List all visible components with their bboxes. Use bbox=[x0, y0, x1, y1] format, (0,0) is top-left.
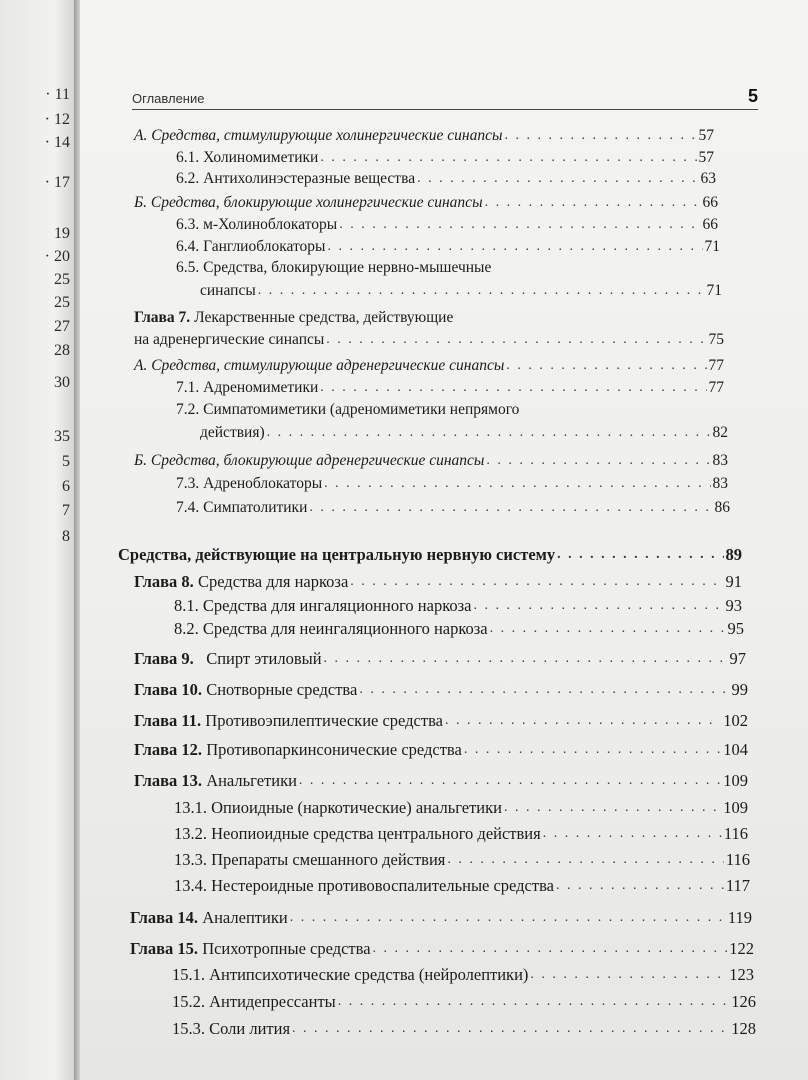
left-page-number: 30 bbox=[54, 374, 70, 391]
toc-entry: 6.2. Антихолинэстеразные вещества . . . 63 bbox=[176, 167, 716, 189]
running-head-rule bbox=[132, 109, 758, 110]
left-page-number: 35 bbox=[54, 428, 70, 445]
toc-subsection: Б. Средства, блокирующие холинергические синапсы . . . 66 bbox=[134, 191, 718, 213]
toc-entry: 6.3. м-Холиноблокаторы . . . 66 bbox=[176, 213, 718, 235]
toc-subsection: А. Средства, стимулирующие адренергические синапсы . . . 77 bbox=[134, 354, 724, 376]
toc-entry: синапсы . . . 71 bbox=[200, 279, 722, 301]
running-head bbox=[132, 88, 758, 110]
left-page-number: 19 bbox=[54, 225, 70, 242]
left-page-number: · 12 bbox=[44, 111, 70, 128]
toc-chapter: на адренергические синапсы . . . 75 bbox=[134, 328, 724, 350]
running-head-title: Оглавление bbox=[132, 91, 205, 106]
toc-entry-line1: 7.2. Симпатомиметики (адреномиметики непрямого bbox=[176, 401, 520, 418]
toc-entry: 6.1. Холиномиметики . . . 57 bbox=[176, 146, 714, 168]
toc-entry: 6.4. Ганглиоблокаторы . . . 71 bbox=[176, 235, 720, 257]
toc-entry: 7.3. Адреноблокаторы . . . 83 bbox=[176, 472, 728, 494]
left-page-number: 28 bbox=[54, 342, 70, 359]
toc-subsection: А. Средства, стимулирующие холинергические синапсы . . . 57 bbox=[134, 124, 714, 146]
left-page-number: 6 bbox=[62, 478, 70, 495]
left-page-number: 25 bbox=[54, 294, 70, 311]
toc-entry: 15.3. Соли лития . . . 128 bbox=[172, 1017, 756, 1039]
toc-chapter: Глава 11. Противоэпилептические средства . . . 102 bbox=[134, 709, 748, 731]
left-page-number: · 17 bbox=[44, 174, 70, 191]
toc-entry: действия) . . . 82 bbox=[200, 421, 728, 443]
toc-entry: 13.3. Препараты смешанного действия . . . 116 bbox=[174, 848, 750, 870]
left-page-number: 7 bbox=[62, 502, 70, 519]
toc-chapter-line1: Глава 7. Лекарственные средства, действующие bbox=[134, 309, 454, 326]
toc-entry: 15.1. Антипсихотические средства (нейролептики) . . . 123 bbox=[172, 963, 754, 985]
toc-entry: 13.2. Неопиоидные средства центрального действия . . . 116 bbox=[174, 822, 748, 844]
toc-subsection: Б. Средства, блокирующие адренергические синапсы . . . 83 bbox=[134, 449, 728, 471]
left-page-number: · 11 bbox=[45, 86, 70, 103]
left-page-number: · 20 bbox=[44, 248, 70, 265]
toc-chapter: Глава 8. Средства для наркоза . . . 91 bbox=[134, 570, 742, 592]
left-page-number: · 14 bbox=[44, 134, 70, 151]
toc-entry: 8.2. Средства для неингаляционного наркоза . . . 95 bbox=[174, 617, 744, 639]
toc-section: Средства, действующие на центральную нервную систему . . . 89 bbox=[118, 543, 742, 565]
toc-entry: 8.1. Средства для ингаляционного наркоза . . . 93 bbox=[174, 594, 742, 616]
left-page-number: 27 bbox=[54, 318, 70, 335]
toc-entry-line1: 6.5. Средства, блокирующие нервно-мышечные bbox=[176, 259, 492, 276]
toc-chapter: Глава 14. Аналептики . . . 119 bbox=[130, 906, 752, 928]
toc-entry: 7.4. Симпатолитики . . . 86 bbox=[176, 496, 730, 518]
toc-chapter: Глава 15. Психотропные средства . . . 122 bbox=[130, 937, 754, 959]
left-page-number: 25 bbox=[54, 271, 70, 288]
right-page bbox=[80, 0, 808, 1080]
toc-chapter: Глава 12. Противопаркинсонические средства . . . 104 bbox=[134, 738, 748, 760]
left-page-number: 5 bbox=[62, 453, 70, 470]
page-number: 5 bbox=[747, 86, 758, 106]
toc-entry: 7.1. Адреномиметики . . . 77 bbox=[176, 376, 724, 398]
toc-chapter: Глава 13. Анальгетики . . . 109 bbox=[134, 769, 748, 791]
toc-chapter: Глава 10. Снотворные средства . . . 99 bbox=[134, 678, 748, 700]
toc-entry: 13.4. Нестероидные противовоспалительные средства . . . 117 bbox=[174, 874, 750, 896]
toc-entry: 13.1. Опиоидные (наркотические) анальгетики . . . 109 bbox=[174, 796, 748, 818]
left-page-number: 8 bbox=[62, 528, 70, 545]
toc-entry: 15.2. Антидепрессанты . . . 126 bbox=[172, 990, 756, 1012]
toc-chapter: Глава 9. Спирт этиловый . . . 97 bbox=[134, 647, 746, 669]
left-page bbox=[0, 0, 78, 1080]
